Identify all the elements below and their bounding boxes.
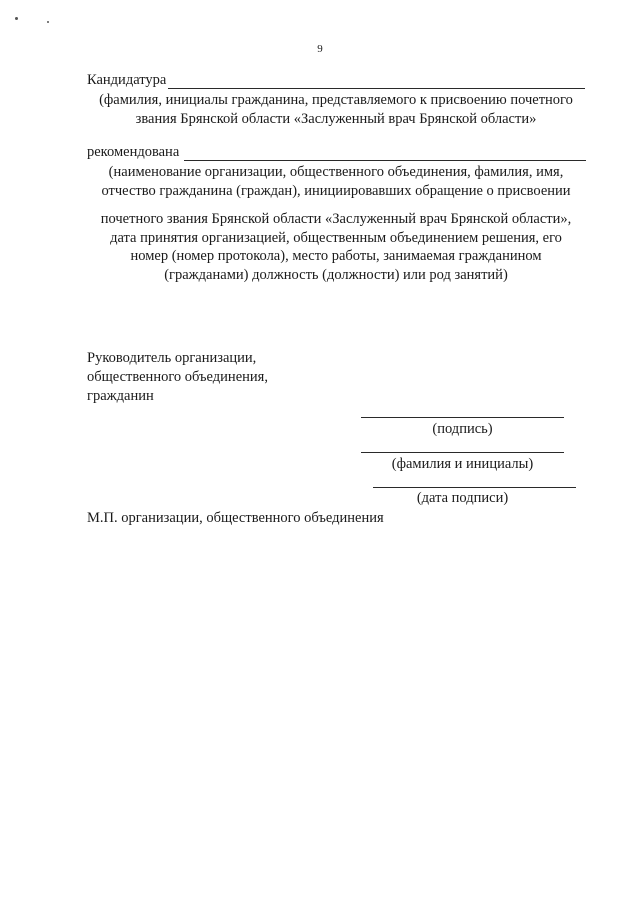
name-field-line: [361, 452, 564, 453]
recommended-hint-line: почетного звания Брянской области «Заслуженный врач Брянской области»,: [100, 211, 572, 227]
recommended-hint-line: дата принятия организацией, общественным объединением решения, его: [110, 229, 562, 246]
scan-speck: [15, 17, 18, 20]
signature-caption: (подпись): [432, 421, 493, 437]
scan-speck: [47, 21, 49, 23]
date-field-line: [373, 487, 576, 488]
signatory-line: Руководитель организации,: [87, 350, 257, 366]
date-caption: (дата подписи): [416, 490, 509, 506]
candidate-label: Кандидатура: [87, 72, 167, 88]
recommended-hint-line: (гражданами) должность (должности) или род занятий): [164, 266, 508, 283]
signature-field-line: [361, 417, 564, 418]
candidate-hint: [80, 91, 592, 128]
stamp-note: М.П. организации, общественного объединения: [87, 510, 384, 526]
recommended-hint-line: (наименование организации, общественного объединения, фамилия, имя,: [108, 164, 564, 180]
recommended-hint-line: отчество гражданина (граждан), инициировавших обращение о присвоении: [101, 182, 571, 199]
recommended-field-line: [184, 160, 586, 161]
candidate-field-line: [168, 88, 585, 89]
candidate-hint-line: (фамилия, инициалы гражданина, представляемого к присвоению почетного: [99, 92, 573, 108]
page-number: 9: [317, 43, 323, 55]
recommended-label: рекомендована: [87, 144, 180, 160]
recommended-hint-2: [80, 210, 592, 284]
candidate-hint-line: звания Брянской области «Заслуженный врач Брянской области»: [135, 110, 537, 127]
recommended-hint-1: [80, 163, 592, 200]
signatory-line: общественного объединения,: [87, 369, 268, 385]
name-caption: (фамилия и инициалы): [391, 456, 534, 472]
signatory-line: гражданин: [87, 388, 154, 404]
recommended-hint-line: номер (номер протокола), место работы, занимаемая гражданином: [130, 248, 542, 264]
